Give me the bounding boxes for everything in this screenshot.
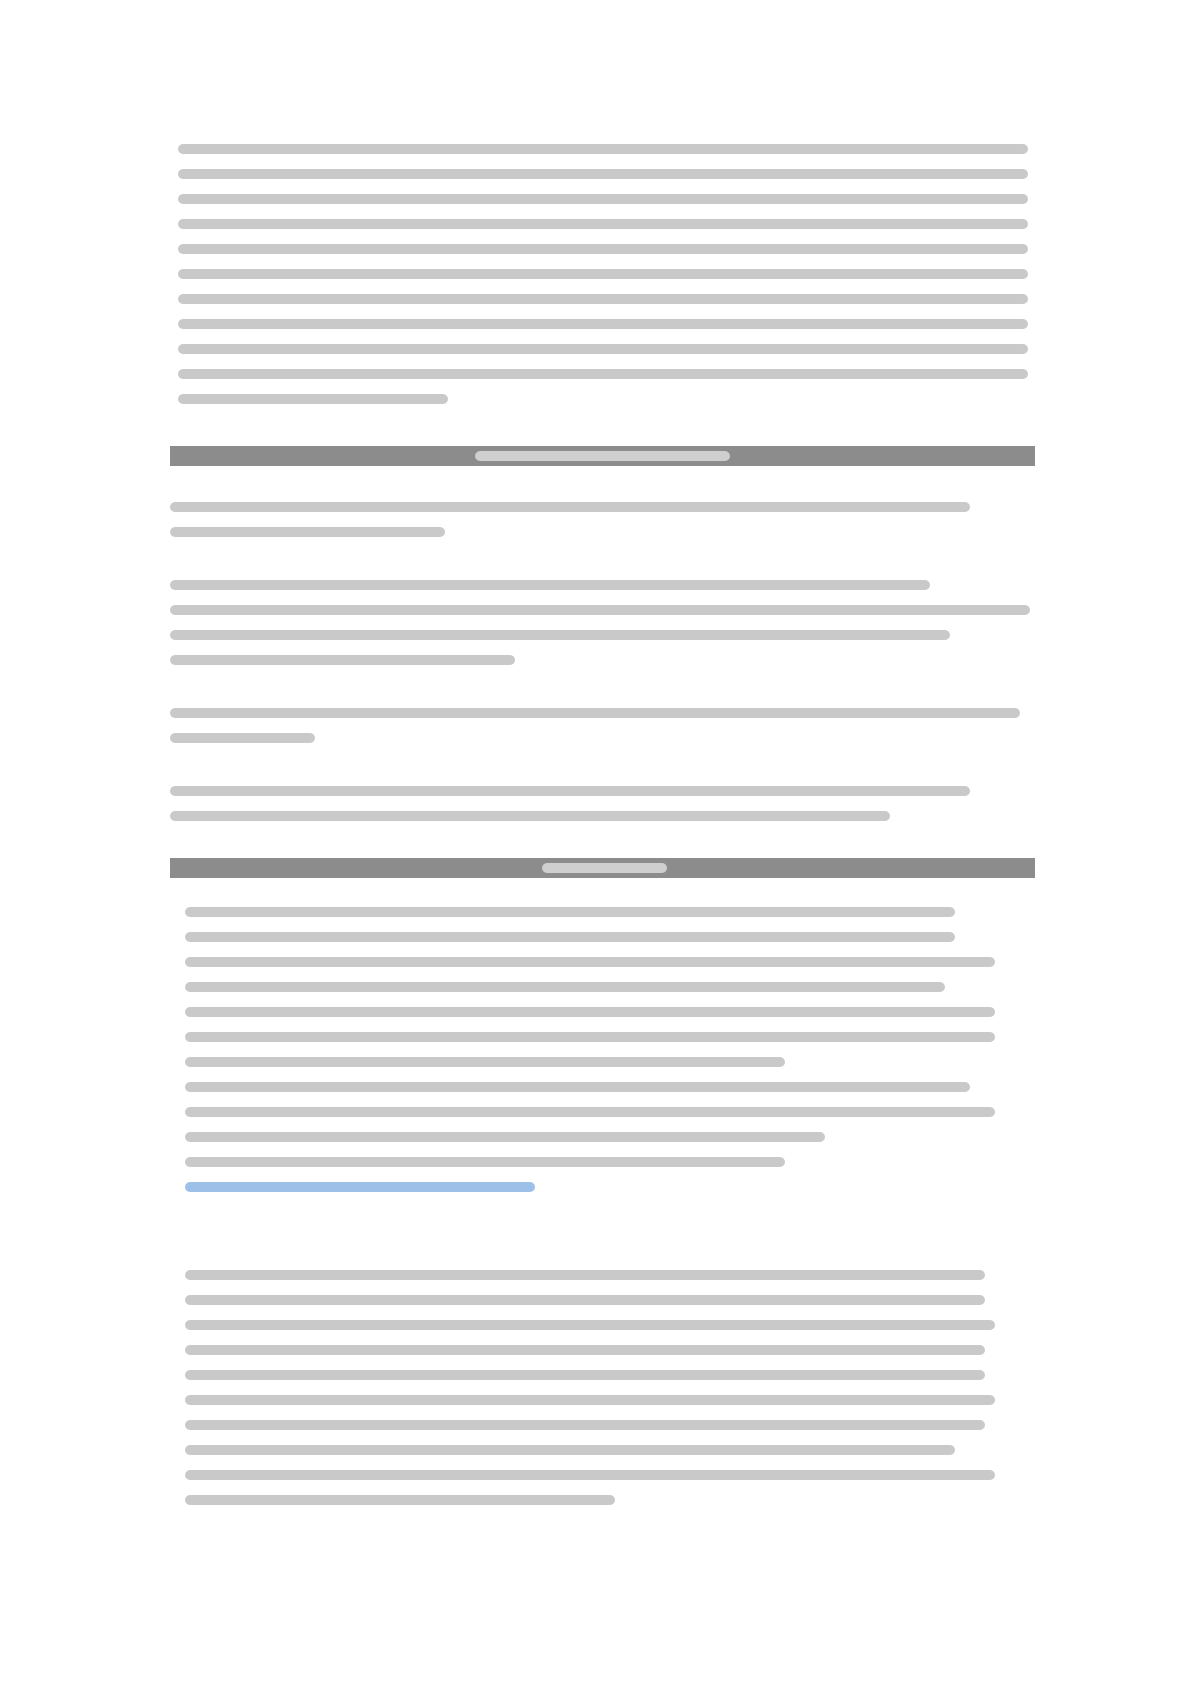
text-line xyxy=(178,244,1028,254)
section-header-label xyxy=(475,451,730,461)
text-line xyxy=(185,982,945,992)
text-line xyxy=(170,655,515,665)
contact-paragraph xyxy=(185,907,995,1207)
text-line xyxy=(178,219,1028,229)
text-line xyxy=(178,294,1028,304)
text-line xyxy=(185,1320,995,1330)
text-line xyxy=(185,1370,985,1380)
text-line xyxy=(185,1132,825,1142)
section-header-bar xyxy=(170,858,1035,878)
text-line xyxy=(185,1470,995,1480)
text-line xyxy=(185,1345,985,1355)
text-line xyxy=(178,369,1028,379)
text-line xyxy=(185,1295,985,1305)
text-line xyxy=(178,194,1028,204)
text-line xyxy=(185,1395,995,1405)
text-line xyxy=(185,907,955,917)
paragraph-intro xyxy=(178,144,1028,419)
text-line xyxy=(178,319,1028,329)
text-line xyxy=(178,169,1028,179)
text-line xyxy=(170,502,970,512)
text-line xyxy=(185,1157,785,1167)
text-line xyxy=(185,1270,985,1280)
text-line xyxy=(170,708,1020,718)
objective-paragraph xyxy=(170,502,1000,552)
text-line xyxy=(185,932,955,942)
text-line xyxy=(170,786,970,796)
text-line xyxy=(170,733,315,743)
text-line xyxy=(178,344,1028,354)
section-header-label xyxy=(542,863,667,873)
text-line xyxy=(170,605,1030,615)
text-line xyxy=(185,1082,970,1092)
text-line xyxy=(178,269,1028,279)
text-line xyxy=(170,527,445,537)
text-line xyxy=(178,394,448,404)
text-line xyxy=(170,811,890,821)
email-link[interactable] xyxy=(185,1182,535,1192)
objective-paragraph xyxy=(170,786,1010,836)
objective-paragraph xyxy=(170,580,1030,680)
text-line xyxy=(185,1420,985,1430)
objective-paragraph xyxy=(170,708,1020,758)
text-line xyxy=(170,630,950,640)
text-line xyxy=(185,1445,955,1455)
text-line xyxy=(185,1057,785,1067)
text-line xyxy=(170,580,930,590)
closing-paragraph xyxy=(185,1270,995,1520)
text-line xyxy=(185,1032,995,1042)
text-line xyxy=(185,1107,995,1117)
section-header-bar xyxy=(170,446,1035,466)
text-line xyxy=(178,144,1028,154)
text-line xyxy=(185,1007,995,1017)
text-line xyxy=(185,957,995,967)
text-line xyxy=(185,1495,615,1505)
